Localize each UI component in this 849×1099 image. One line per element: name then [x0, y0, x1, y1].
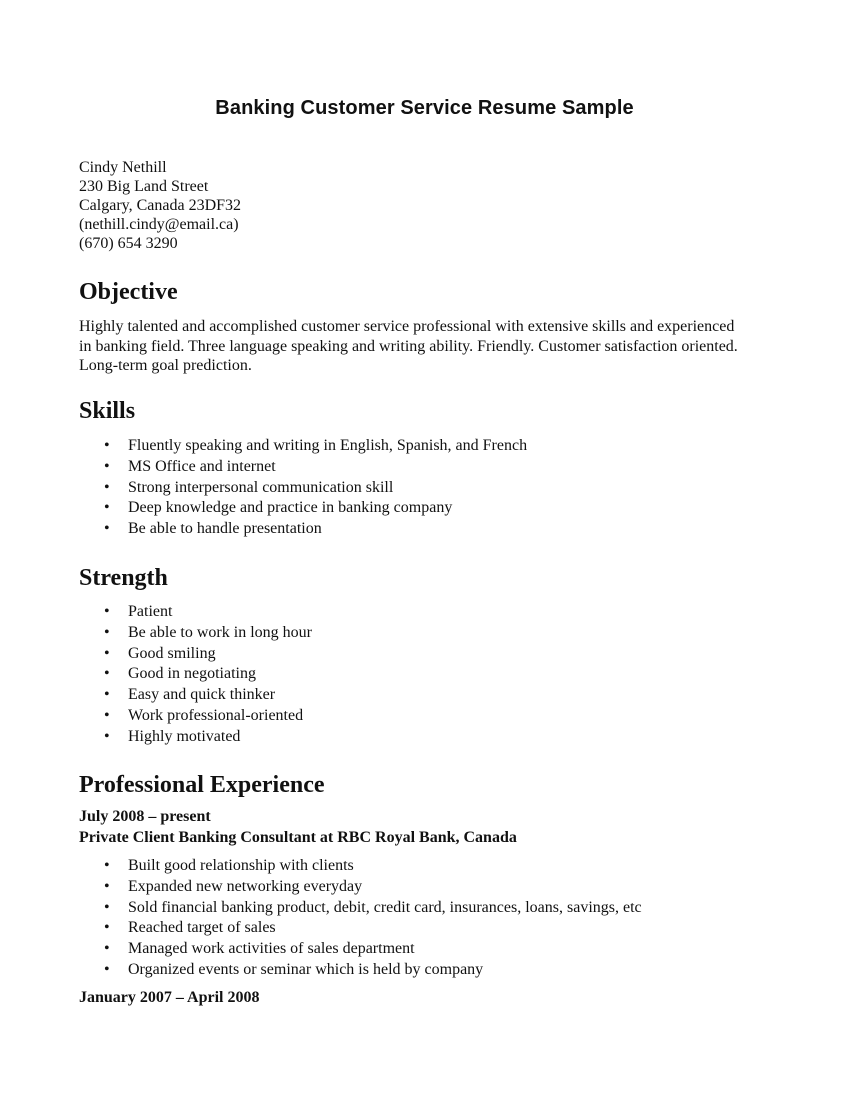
contact-email: (nethill.cindy@email.ca): [79, 216, 239, 233]
list-item: • Highly motivated: [104, 727, 312, 748]
list-item: • Patient: [104, 602, 312, 623]
list-item: • Fluently speaking and writing in English, Spanish, and French: [104, 436, 527, 457]
list-item: • Work professional-oriented: [104, 706, 312, 727]
skills-heading: Skills: [79, 398, 136, 424]
list-item: • Good in negotiating: [104, 664, 312, 685]
bullet-icon: •: [104, 478, 110, 496]
bullet-icon: •: [104, 898, 110, 916]
bullet-icon: •: [104, 727, 110, 745]
job-role: Private Client Banking Consultant at RBC Royal Bank, Canada: [79, 829, 517, 846]
contact-block: [79, 158, 241, 253]
bullet-icon: •: [104, 499, 110, 517]
bullet-icon: •: [104, 665, 110, 683]
job-period: July 2008 – present: [79, 808, 211, 825]
strength-heading: Strength: [79, 565, 168, 591]
list-item: • Be able to work in long hour: [104, 623, 312, 644]
objective-heading: Objective: [79, 279, 178, 305]
list-item: • Built good relationship with clients: [104, 856, 642, 877]
contact-phone: (670) 654 3290: [79, 235, 178, 252]
skills-list: [104, 436, 527, 540]
experience-heading: Professional Experience: [79, 772, 325, 798]
bullet-icon: •: [104, 644, 110, 662]
bullet-icon: •: [104, 457, 110, 475]
bullet-icon: •: [104, 960, 110, 978]
contact-city: Calgary, Canada 23DF32: [79, 197, 242, 214]
list-item: • MS Office and internet: [104, 457, 527, 478]
bullet-icon: •: [104, 623, 110, 641]
document-title: Banking Customer Service Resume Sample: [215, 97, 634, 119]
list-item: • Easy and quick thinker: [104, 685, 312, 706]
contact-street: 230 Big Land Street: [79, 178, 209, 195]
bullet-icon: •: [104, 603, 110, 620]
contact-name: Cindy Nethill: [79, 159, 167, 176]
list-item: • Reached target of sales: [104, 918, 642, 939]
job-duties-list: [104, 856, 642, 981]
objective-line: in banking field. Three language speaking and writing ability. Friendly. Customer satisfaction oriented.: [79, 337, 738, 355]
list-item: • Strong interpersonal communication skill: [104, 478, 527, 499]
bullet-icon: •: [104, 919, 110, 937]
list-item: • Deep knowledge and practice in banking company: [104, 498, 527, 519]
list-item: • Sold financial banking product, debit, credit card, insurances, loans, savings, etc: [104, 898, 642, 919]
list-item: • Be able to handle presentation: [104, 519, 527, 540]
bullet-icon: •: [104, 857, 110, 874]
strength-list: [104, 602, 312, 748]
bullet-icon: •: [104, 520, 110, 538]
bullet-icon: •: [104, 877, 110, 895]
bullet-icon: •: [104, 940, 110, 958]
job-period: January 2007 – April 2008: [79, 989, 260, 1006]
objective-line: Long-term goal prediction.: [79, 357, 252, 374]
bullet-icon: •: [104, 437, 110, 454]
list-item: • Good smiling: [104, 644, 312, 665]
objective-text: [79, 317, 779, 376]
bullet-icon: •: [104, 706, 110, 724]
list-item: • Organized events or seminar which is held by company: [104, 960, 642, 981]
list-item: • Expanded new networking everyday: [104, 877, 642, 898]
list-item: • Managed work activities of sales department: [104, 939, 642, 960]
bullet-icon: •: [104, 686, 110, 704]
objective-line: Highly talented and accomplished customer service professional with extensive skills and experienced: [79, 318, 735, 335]
